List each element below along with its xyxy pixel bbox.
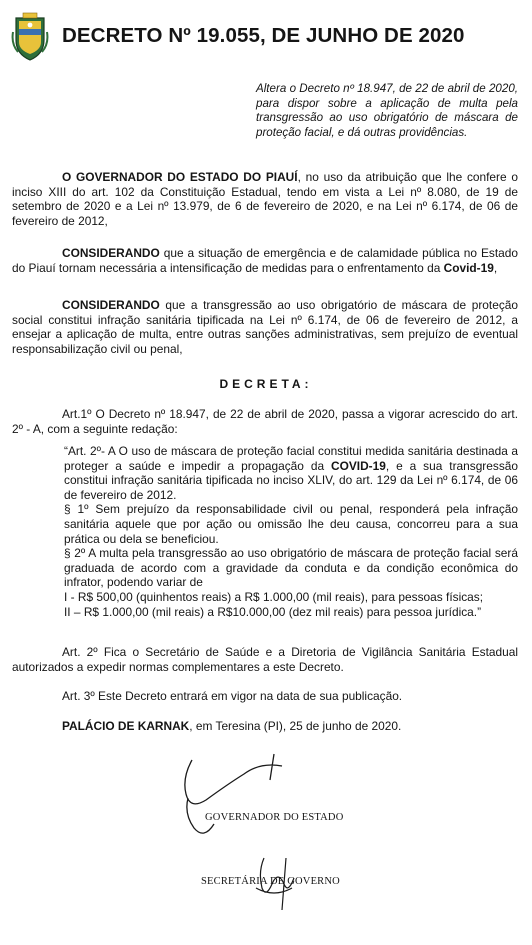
signatures-block bbox=[170, 738, 360, 938]
article-2a-caput bbox=[64, 444, 518, 502]
preamble-text: , no uso da atribuição que lhe confere o inciso XIII do art. 102 da Constituição Estadual, tendo em vista a Lei nº 8.080, de 19 de setembro de 2020 e a Lei nº 13.979, de 6 de fevereiro de 2020, e na Lei nº 6.174, de 06 de fevereiro de 2012, bbox=[12, 170, 518, 228]
preamble-paragraph bbox=[12, 170, 518, 228]
article-1: Art.1º O Decreto nº 18.947, de 22 de abril de 2020, passa a vigorar acrescido do art. 2º - A, com a seguinte redação: bbox=[12, 407, 518, 436]
closing-text: , em Teresina (PI), 25 de junho de 2020. bbox=[189, 719, 402, 733]
closing-lead: PALÁCIO DE KARNAK bbox=[62, 719, 190, 733]
article-2: Art. 2º Fica o Secretário de Saúde e a Diretoria de Vigilância Sanitária Estadual autorizados a expedir normas complementares a este Decreto. bbox=[12, 645, 518, 674]
article-2a-covid-term: COVID-19 bbox=[331, 458, 386, 473]
preamble-lead: O GOVERNADOR DO ESTADO DO PIAUÍ bbox=[62, 170, 298, 184]
governor-signature-label: GOVERNADOR DO ESTADO bbox=[205, 812, 344, 823]
article-2a-end: , e a sua transgressão constitui infração sanitária tipificada no inciso XLIV, do art. 129 da Lei nº 6.174, de 06 de fevereiro de 2012. bbox=[64, 458, 519, 502]
paragraph-2: § 2º A multa pela transgressão ao uso obrigatório de máscara de proteção facial será graduada de acordo com a gravidade da conduta e da condição econômica do infrator, podendo variar de bbox=[64, 546, 518, 590]
article-2a-start: “Art. 2º- A O uso de máscara de proteção facial constitui medida sanitária destinada a proteger a saúde e impedir a propagação da bbox=[64, 444, 518, 473]
article-3: Art. 3º Este Decreto entrará em vigor na data de sua publicação. bbox=[62, 689, 403, 703]
article-2a-quote bbox=[64, 444, 518, 619]
paragraph-1: § 1º Sem prejuízo da responsabilidade civil ou penal, responderá pela infração sanitária aquele que por ação ou omissão lhe deu causa, concorreu para a sua prática ou dela se beneficiou. bbox=[64, 502, 518, 546]
decree-title: DECRETO Nº 19.055, DE JUNHO DE 2020 bbox=[62, 24, 465, 47]
considerando-lead-2: CONSIDERANDO bbox=[62, 298, 160, 312]
considerando-paragraph-1 bbox=[12, 246, 518, 275]
considerando-text-1: que a situação de emergência e de calamidade pública no Estado do Piauí tornam necessária a intensificação de medidas para o enfrentamento da bbox=[12, 246, 518, 275]
considerando-paragraph-2 bbox=[12, 298, 518, 356]
considerando-lead-1: CONSIDERANDO bbox=[62, 246, 160, 260]
closing-place-date bbox=[12, 719, 518, 734]
fine-range-individuals: I - R$ 500,00 (quinhentos reais) a R$ 1.000,00 (mil reais), para pessoas físicas; bbox=[64, 589, 484, 604]
considerando-covid-term: Covid-19 bbox=[443, 260, 494, 275]
decreta-heading: DECRETA: bbox=[219, 377, 313, 391]
considerando-text-2: que a transgressão ao uso obrigatório de máscara de proteção social constitui infração sanitária tipificada na Lei nº 6.174, de 06 de fevereiro de 2012, a ensejar a aplicação de multa, entre outras sanções administrativas, sem prejuízo de eventual responsabilização civil ou penal, bbox=[12, 298, 518, 356]
considerando-end-1: , bbox=[493, 260, 498, 275]
fine-range-companies: II – R$ 1.000,00 (mil reais) a R$10.000,00 (dez mil reais) para pessoa jurídica.” bbox=[64, 604, 482, 619]
decree-summary: Altera o Decreto nº 18.947, de 22 de abril de 2020, para dispor sobre a aplicação de multa pela transgressão ao uso obrigatório de máscara de proteção facial, e dá outras providências. bbox=[256, 82, 518, 139]
secretary-signature-label: SECRETÁRIA DE GOVERNO bbox=[201, 876, 340, 887]
state-coat-of-arms-icon bbox=[10, 12, 50, 62]
